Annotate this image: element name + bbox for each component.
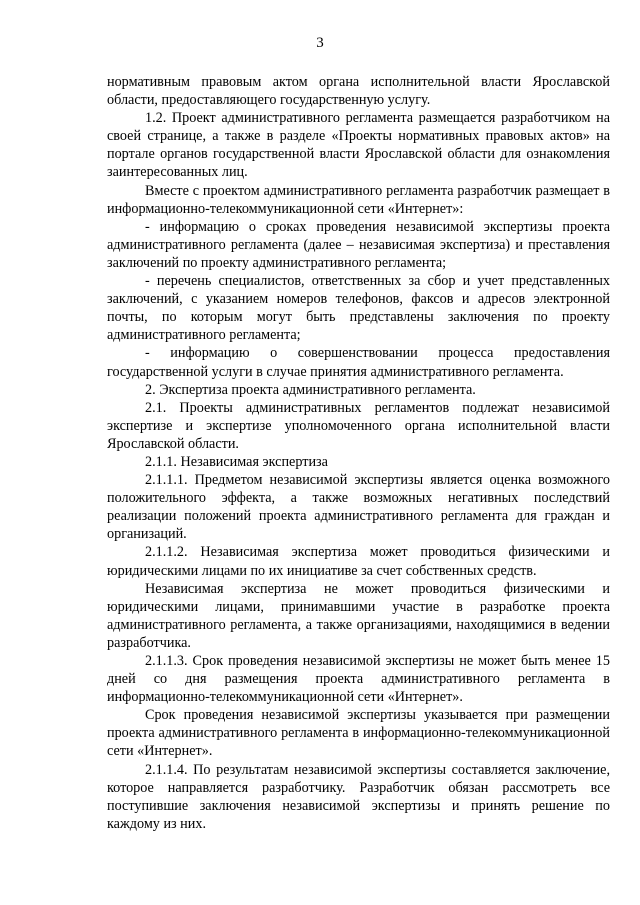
list-item-deadlines: - информацию о сроках проведения независимой экспертизы проекта административного регламента (далее – независимая экспертиза) и преставления заключений по проекту административного регламента; bbox=[107, 218, 610, 271]
paragraph-term: Срок проведения независимой экспертизы указывается при размещении проекта административного регламента в информационно-телекоммуникационной сети «Интернет». bbox=[107, 707, 610, 760]
section-heading-2: 2. Экспертиза проекта административного регламента. bbox=[145, 381, 476, 398]
page-number: 3 bbox=[316, 35, 324, 51]
paragraph-2-1-1-1: 2.1.1.1. Предметом независимой экспертизы является оценка возможного положительного эффекта, а также возможных негативных последствий реализации положений проекта административного регламента для граждан и организаций. bbox=[107, 472, 610, 543]
list-item-improvement: - информацию о совершенствовании процесса предоставления государственной услуги в случае принятия административного регламента. bbox=[107, 345, 610, 380]
paragraph-2-1-1-3: 2.1.1.3. Срок проведения независимой экспертизы не может быть менее 15 дней со дня размещения проекта административного регламента в информационно-телекоммуникационной сети «Интернет». bbox=[107, 653, 610, 706]
list-item-specialists: - перечень специалистов, ответственных за сбор и учет представленных заключений, с указанием номеров телефонов, факсов и адресов электронной почты, по которым могут быть представлены заключения по проекту административного регламента; bbox=[107, 273, 610, 344]
paragraph-publication: Вместе с проектом административного регламента разработчик размещает в информационно-телекоммуникационной сети «Интернет»: bbox=[107, 182, 610, 217]
subsection-heading-2-1-1: 2.1.1. Независимая экспертиза bbox=[145, 453, 328, 470]
document-body bbox=[107, 73, 610, 833]
paragraph-2-1-1-2: 2.1.1.2. Независимая экспертиза может проводиться физическими и юридическими лицами по их инициативе за счет собственных средств. bbox=[107, 544, 610, 579]
paragraph-continuation: нормативным правовым актом органа исполнительной власти Ярославской области, предоставляющего государственную услугу. bbox=[107, 74, 610, 109]
paragraph-1-2: 1.2. Проект административного регламента размещается разработчиком на своей странице, а также в разделе «Проекты нормативных правовых актов» на портале органов государственной власти Ярославской области для ознакомления заинтересованных лиц. bbox=[107, 110, 610, 181]
paragraph-2-1-1-4: 2.1.1.4. По результатам независимой экспертизы составляется заключение, которое направляется разработчику. Разработчик обязан рассмотреть все поступившие заключения независимой экспертизы и принять решение по каждому из них. bbox=[107, 761, 610, 832]
paragraph-2-1: 2.1. Проекты административных регламентов подлежат независимой экспертизе и экспертизе уполномоченного органа исполнительной власти Ярославской области. bbox=[107, 399, 610, 452]
paragraph-restriction: Независимая экспертиза не может проводиться физическими и юридическими лицами, принимавшими участие в разработке проекта административного регламента, а также организациями, находящимися в ведении разработчика. bbox=[107, 580, 610, 651]
